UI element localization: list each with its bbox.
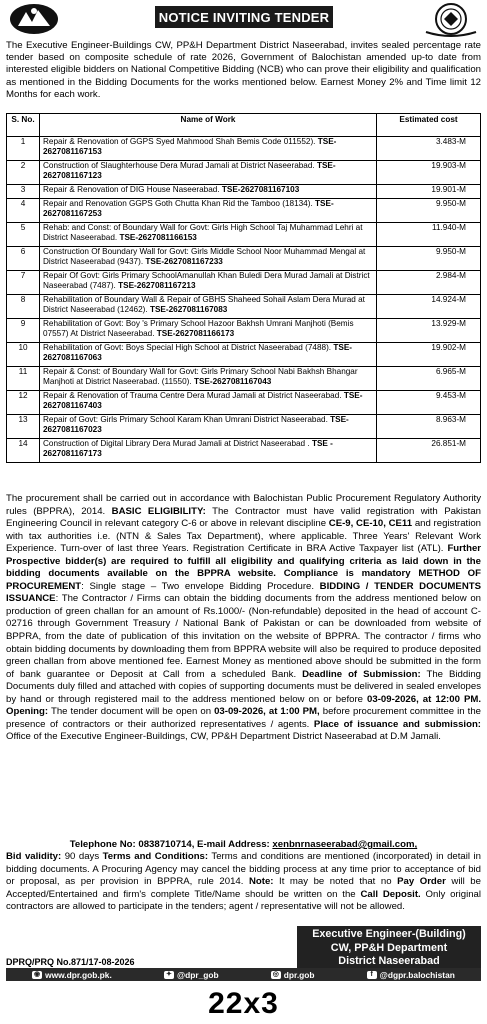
bid-terms: Bid validity: 90 days Terms and Conditions: Terms and conditions are mentioned (incorporated) in detail in bidding documents. A Procuring Agency may cancel the bidding process at any time prior to acceptance of bid or proposal, as per provision in BPPRA, rule 2014. Note: It may be noted that no Pay Order will be Accepted/Entertained and firm's complete Title/Name should be written on the Call Deposit. Only original contractors are allowed to participate in the tenders; agent / representative will not be allowed. — [6, 851, 481, 913]
size-code: 22x3 — [208, 987, 279, 1020]
row-sno: 8 — [7, 295, 40, 319]
instagram-icon: ◎ — [272, 970, 279, 978]
table-row — [7, 343, 481, 367]
globe-icon: ◉ — [34, 970, 41, 978]
table-row — [7, 295, 481, 319]
work-name-text: Repair of Govt: Girls Primary School Karam Khan Umrani District Naseerabad. — [43, 415, 328, 424]
row-estimated-cost: 9.950-M — [377, 199, 481, 223]
signature-line-3: District Naseerabad — [338, 955, 440, 967]
tse-code: TSE-2627081167023 — [43, 415, 349, 434]
work-name-text: Rehabilitation of Boundary Wall & Repair of GBHS Shaheed Sohail Aslam Dera Murad at District Naseerabad (12462). — [43, 295, 365, 314]
work-name-text: Repair & Renovation of Trauma Centre Dera Murad Jamali at District Naseerabad. — [43, 391, 342, 400]
work-name-text: Construction of Slaughterhouse Dera Murad Jamali at District Naseerabad. — [43, 161, 315, 170]
signature-line-1: Executive Engineer-(Building) — [312, 928, 466, 940]
table-row — [7, 161, 481, 185]
row-sno: 2 — [7, 161, 40, 185]
row-estimated-cost: 11.940-M — [377, 223, 481, 247]
works-table-body — [7, 137, 481, 463]
tse-code: TSE-2627081167213 — [118, 280, 196, 290]
row-work-name — [40, 137, 377, 161]
tse-code: TSE-2627081167403 — [43, 391, 363, 410]
row-work-name — [40, 247, 377, 271]
row-estimated-cost: 2.984-M — [377, 271, 481, 295]
row-sno: 14 — [7, 439, 40, 463]
table-row — [7, 391, 481, 415]
email-link[interactable]: xenbnrnaseerabad@gmail.com, — [272, 839, 418, 850]
row-estimated-cost: 3.483-M — [377, 137, 481, 161]
tse-code: TSE-2627081167083 — [149, 304, 228, 314]
table-row — [7, 319, 481, 343]
row-sno: 13 — [7, 415, 40, 439]
tse-code: TSE-2627081167153 — [43, 137, 337, 156]
row-sno: 7 — [7, 271, 40, 295]
table-row — [7, 271, 481, 295]
row-sno: 10 — [7, 343, 40, 367]
work-name-text: Rehabilitation of Govt: Boy 's Primary School Hazoor Bakhsh Umrani Manjhoti (Bemis 07557) At District Naseerabad. — [43, 319, 354, 338]
work-name-text: Repair & Renovation of GGPS Syed Mahmood Shah Bemis Code 011552). — [43, 137, 316, 146]
row-sno: 9 — [7, 319, 40, 343]
sno-header: S. No. — [7, 114, 40, 137]
row-sno: 11 — [7, 367, 40, 391]
row-sno: 4 — [7, 199, 40, 223]
signature-block — [297, 926, 481, 970]
department-logo-icon — [8, 2, 60, 36]
row-estimated-cost: 9.950-M — [377, 247, 481, 271]
footer-bar — [6, 968, 481, 981]
header — [0, 0, 487, 40]
tse-code: TSE-2627081167123 — [43, 161, 336, 180]
row-work-name — [40, 319, 377, 343]
work-name-text: Repair Of Govt: Girls Primary SchoolAmanullah Khan Buledi Dera Murad Jamali at District Naseerabad (7487). — [43, 271, 370, 290]
works-table — [6, 113, 481, 463]
work-name-text: Rehab: and Const: of Boundary Wall for Govt: Girls High School Taj Muhammad Lehri at District Naseerabad. — [43, 223, 363, 242]
row-estimated-cost: 13.929-M — [377, 319, 481, 343]
tse-code: TSE-2627081167103 — [221, 185, 300, 194]
row-work-name — [40, 161, 377, 185]
cost-header: Estimated cost — [377, 114, 481, 137]
table-row — [7, 137, 481, 161]
intro-paragraph: The Executive Engineer-Buildings CW, PP&H Department District Naseerabad, invites sealed percentage rate tender based on composite schedule of rate 2026, Government of Balochistan amended up-to date from interested eligible bidders on National Competitive Bidding (NCB) who can prove their eligibility and qualification as mentioned in the Bidding Documents for the works mentioned below. Earnest Money 2% and Time limit 12 Months for each work. — [6, 40, 481, 100]
row-estimated-cost: 19.903-M — [377, 161, 481, 185]
twitter-item[interactable]: ✦ @dpr_gob — [164, 970, 219, 980]
work-name-text: Repair & Const: of Boundary Wall for Govt: Girls Primary School Nabi Bakhsh Bhangar Manjhoti at District Naseerabad. (11550). — [43, 367, 358, 386]
row-sno: 1 — [7, 137, 40, 161]
instagram-item[interactable]: ◎ dpr.gob — [272, 969, 315, 980]
twitter-icon: ✦ — [164, 971, 174, 979]
row-sno: 3 — [7, 185, 40, 199]
reference-number: DPRQ/PRQ No.871/17-08-2026 — [6, 957, 135, 967]
row-sno: 12 — [7, 391, 40, 415]
work-name-text: Rehabilitation of Govt: Boys Special High School at District Naseerabad (7488). — [43, 343, 332, 352]
tse-code: TSE-2627081167063 — [43, 343, 353, 362]
row-estimated-cost: 19.902-M — [377, 343, 481, 367]
tse-code: TSE-2627081167233 — [145, 256, 223, 266]
work-name-text: Repair and Renovation GGPS Goth Chutta Khan Rid the Tamboo (18134). — [43, 199, 313, 208]
row-work-name — [40, 185, 377, 199]
phone-text: Telephone No: 0838710714, E-mail Address: — [69, 839, 270, 850]
notice-title: NOTICE INVITING TENDER — [155, 6, 333, 28]
signature-line-2: CW, PP&H Department — [330, 941, 448, 954]
row-work-name — [40, 295, 377, 319]
row-work-name — [40, 199, 377, 223]
work-name-text: Repair & Renovation of DIG House Naseerabad. — [43, 185, 220, 194]
row-work-name — [40, 367, 377, 391]
facebook-icon: f — [367, 971, 377, 979]
row-estimated-cost: 8.963-M — [377, 415, 481, 439]
table-row — [7, 185, 481, 199]
tse-code: TSE-2627081166173 — [156, 328, 235, 338]
row-work-name — [40, 439, 377, 463]
work-name-text: Construction of Digital Library Dera Murad Jamali at District Naseerabad . — [43, 439, 310, 448]
tse-code: TSE-2627081167253 — [43, 199, 334, 218]
row-work-name — [40, 415, 377, 439]
work-name-text: Construction Of Boundary Wall for Govt: Girls Middle School Noor Muhammad Mengal at District Naseerabad (9437). — [43, 247, 366, 266]
tse-code: TSE - 2627081167173 — [43, 439, 333, 458]
row-estimated-cost: 6.965-M — [377, 367, 481, 391]
name-header: Name of Work — [40, 114, 377, 137]
row-estimated-cost: 26.851-M — [377, 439, 481, 463]
contact-line — [6, 839, 481, 851]
tse-code: TSE-2627081167043 — [193, 376, 272, 386]
tse-code: TSE-2627081166153 — [119, 232, 197, 242]
row-sno: 5 — [7, 223, 40, 247]
table-row — [7, 367, 481, 391]
row-estimated-cost: 14.924-M — [377, 295, 481, 319]
row-work-name — [40, 391, 377, 415]
table-row — [7, 439, 481, 463]
table-row — [7, 415, 481, 439]
government-seal-icon — [422, 2, 480, 38]
row-work-name — [40, 223, 377, 247]
row-sno: 6 — [7, 247, 40, 271]
facebook-item[interactable]: f @dgpr.balochistan — [367, 970, 455, 980]
table-row — [7, 247, 481, 271]
row-estimated-cost: 9.453-M — [377, 391, 481, 415]
website-item[interactable]: ◉ www.dpr.gob.pk. — [34, 969, 112, 980]
table-row — [7, 223, 481, 247]
row-estimated-cost: 19.901-M — [377, 185, 481, 199]
row-work-name — [40, 271, 377, 295]
procurement-terms: The procurement shall be carried out in accordance with Balochistan Public Procurement Regulatory Authority rules (BPPRA), 2014. BASIC ELIGIBILITY: The Contractor must have valid registration with Pakistan Engineering Council in relevant category C-6 or above in relevant discipline CE-9, CE-10, CE11 and registration with tax authorities i.e. (NTN & Sales Tax Department), where applicable. Three Years' Relevant Work Experience. Turn-over of last three Years. Registration Certificate in BRA Active Taxpayer list (ATL). Further Prospective bidder(s) are required to fulfill all eligibility and qualifying criteria as laid down in the bidding documents available on the BPPRA website. Compliance is mandatory METHOD OF PROCUREMENT: Single stage – Two envelope Bidding Procedure. BIDDING / TENDER DOCUMENTS ISSUANCE: The Contractor / Firms can obtain the bidding documents from the address mentioned below on production of green challan for an amount of Rs.1000/- (Non-refundable) deposited in the head of account C-02716 through Government Treasury / National Bank of Pakistan or can be downloaded from website of BPPRA, from the date of publication of this invitation on the website of BPPRA. The contractor / firms who obtain bidding documents by downloading them from BPPRA website will also be required to produce deposited green challan from above mentioned fee. Earnest Money as mentioned above should be submitted in the form of bank guarantee or Deposit at Call from a scheduled Bank. Deadline of Submission: The Bidding Documents duly filled and attached with copies of supporting documents must be delivered in sealed envelopes by hand or through registered mail to the address mentioned below on or before 03-09-2026, at 12:00 PM. Opening: The tender document will be open on 03-09-2026, at 1:00 PM, before procurement committee in the presence of contractors or their authorized representatives / agents. Place of issuance and submission: Office of the Executive Engineer-Buildings, CW, PP&H Department District Naseerabad at D.M Jamali. — [6, 493, 482, 743]
table-row — [7, 199, 481, 223]
row-work-name — [40, 343, 377, 367]
